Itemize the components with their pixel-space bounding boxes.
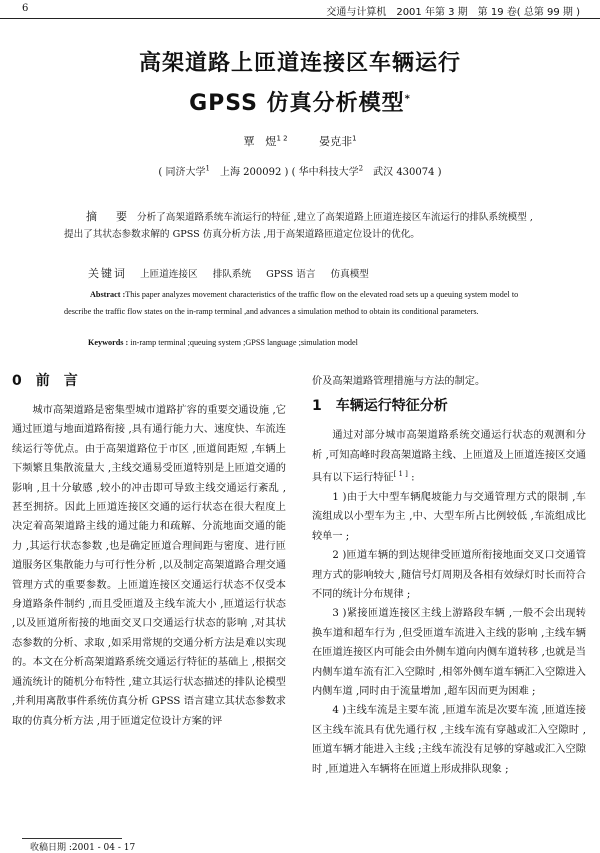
journal-info: 交通与计算机 2001 年第 3 期 第 19 卷( 总第 99 期 )	[326, 7, 580, 18]
page-number: 6	[22, 3, 29, 14]
running-header	[0, 0, 600, 19]
affiliations: ( 同济大学$^1$ 上海 200092 ) ( 华中科技大学$^2$ 武汉 430074 )	[158, 164, 442, 178]
feature-item: 4 )主线车流是主要车流 ,匝道车流是次要车流 ,匝道连接区主线车流具有优先通行权 ,主线车流有穿越或汇入空隙时 ,匝道车辆才能进入主线 ;主线车流没有足够的穿越或汇入空隙时 ,匝道进入车辆将在匝道上形成排队现象 ;	[312, 705, 586, 775]
author: 覃 煜$^{1 2}$	[243, 134, 288, 148]
keyword: 仿真模型	[330, 269, 369, 280]
feature-item: 2 )匝道车辆的到达规律受匝道所衔接地面交叉口交通管理方式的影响较大 ,随信号灯周期及各相有效绿灯时长而符合不同的统计分布规律 ;	[312, 550, 586, 601]
abstract-chinese: 摘 要 分析了高架道路系统车流运行的特征 ,建立了高架道路上匝道连接区车流运行的排队系统模型 ,提出了其状态参数求解的 GPSS 仿真分析方法 ,用于高架道路匝道定位设计的优化。	[64, 210, 533, 240]
keywords-label: 关键词	[88, 267, 127, 280]
feature-item: 3 )紧接匝道连接区主线上游路段车辆 ,一般不会出现转换车道和超车行为 ,但受匝道车流进入主线的影响 ,主线车辆在匝道连接区内可能会由外侧车道向内侧车道转移 ,也就是当内侧车道车流有汇入空隙时 ,相邻外侧车道车辆汇入空隙进入内侧车道 ,同时由于流量增加 ,超车因而更为困难 ;	[312, 608, 586, 698]
left-column	[12, 372, 286, 731]
right-column	[312, 372, 586, 779]
section-heading-1: 1 车辆运行特征分析	[312, 398, 448, 415]
title-footnote-marker: *	[404, 93, 411, 105]
abstract-en-label: Abstract :	[90, 290, 126, 299]
footnote-rule	[22, 838, 122, 839]
citation: [ 1 ]	[393, 470, 408, 479]
intro-paragraph: 城市高架道路是密集型城市道路扩容的重要交通设施 ,它通过匝道与地面道路衔接 ,具有通行能力大、速度快、车流连续运行等优点。由于高架道路位于市区 ,匝道间距短 ,车辆上下频繁且集散流量大 ,主线交通易受匝道特别是上匝道交通的影响 ,且十分敏感 ,较小的冲击即可导致主线交通运行紊乱 ,甚至拥挤。因此上匝道连接区交通的运行状态在很大程度上决定着高架道路主线的通过能力和疏解、分流地面交通的能力 ,其运行状态参数 ,也是确定匝道合理间距与密度、进行匝道服务区集散能力与可行性分析 ,以及制定高架道路合理交通管理方式的重要参数。上匝道连接区交通运行状态不仅受本身道路条件制约 ,而且受匝道及主线车流大小 ,匝道运行状态 ,以及匝道所衔接的地面交叉口交通运行状态的影响 ,对其状态参数的分析、求取 ,如采用常规的交通分析方法是难以实现的。本文在分析高架道路系统交通运行特征的基础上 ,根据交通流统计的随机分布特性 ,建立其运行状态描述的排队论模型 ,并利用离散事件系统仿真分析 GPSS 语言建立其状态参数求取的仿真分析方法 ,用于匝道定位设计方案的评	[12, 405, 286, 727]
keyword: GPSS 语言	[266, 269, 316, 280]
abstract-english: Abstract :This paper analyzes movement characteristics of the traffic flow on the elevated road sets up a queuing system model to describe the traffic flow states on the in-ramp terminal ,and advances a simulation method to obtain its conditional parameters.	[64, 290, 519, 316]
abstract-label: 摘 要	[86, 210, 131, 223]
footnote: 收稿日期 :2001 - 04 - 17	[30, 843, 136, 853]
author-list	[0, 133, 600, 149]
keywords-chinese	[88, 265, 381, 281]
keyword: 排队系统	[212, 269, 252, 280]
author: 晏克非$^1$	[319, 134, 357, 148]
title-line-2: GPSS 仿真分析模型*	[189, 91, 411, 116]
keywords-en-label: Keywords :	[88, 338, 129, 347]
feature-item: 1 )由于大中型车辆爬坡能力与交通管理方式的限制 ,车流组成以小型车为主 ,中、大型车所占比例较低 ,车流组成比较单一 ;	[312, 492, 586, 542]
section1-intro: 通过对部分城市高架道路系统交通运行状态的观测和分析 ,可知高峰时段高架道路主线、上匝道及上匝道连接区交通具有以下运行特征[ 1 ] :	[312, 430, 586, 484]
keyword: 上匝道连接区	[140, 269, 198, 280]
paragraph-continuation: 价及高架道路管理措施与方法的制定。	[312, 376, 486, 387]
section-heading-0: 0 前 言	[12, 373, 78, 389]
keywords-english: Keywords : in-ramp terminal ;queuing system ;GPSS language ;simulation model	[88, 338, 358, 347]
title-line-1: 高架道路上匝道连接区车辆运行	[138, 51, 461, 76]
